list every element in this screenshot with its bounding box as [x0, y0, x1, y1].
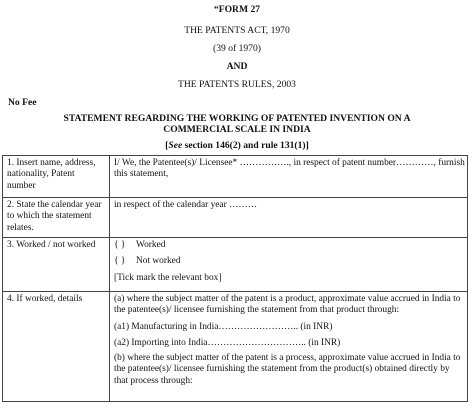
content-line: this statement,: [114, 169, 169, 180]
table-row: [3, 198, 468, 238]
label-line: to which the statement: [7, 211, 92, 222]
section-reference: [0, 140, 474, 152]
fee-note: No Fee: [8, 97, 37, 108]
label-line: number: [7, 180, 36, 191]
row-content: [110, 156, 468, 198]
checkbox-worked[interactable]: { }: [114, 240, 126, 250]
label-line: 4. If worked, details: [7, 294, 83, 304]
content-line: in respect of the calendar year ………: [114, 200, 258, 210]
label-line: nationality, Patent: [7, 169, 75, 180]
label-line: 3. Worked / not worked: [7, 240, 96, 250]
table-row: [3, 238, 468, 292]
row-content: [110, 198, 468, 238]
section-ref-see: See: [168, 140, 183, 151]
para-b: (b) where the subject matter of the patent is a process, approximate value accrued in India to the patentee(s)/ licensee furnishing the statement from the product(s) obtained directly by that process through:: [114, 352, 461, 386]
rules-title: THE PATENTS RULES, 2003: [178, 79, 296, 90]
statement-title-line1: STATEMENT REGARDING THE WORKING OF PATENTED INVENTION ON A: [63, 113, 411, 124]
label-line: 2. State the calendar year: [7, 200, 102, 210]
item-a1: (a1) Manufacturing in India…………………….. (in INR): [114, 321, 333, 332]
checkbox-not-worked[interactable]: { }: [114, 256, 126, 267]
form-table: [2, 155, 468, 402]
statement-title-line2: COMMERCIAL SCALE IN INDIA: [163, 124, 311, 135]
row-label: [3, 198, 110, 238]
option-worked[interactable]: [114, 240, 463, 251]
label-line: 1. Insert name, address,: [7, 158, 96, 168]
row-content: [110, 292, 468, 402]
section-ref-open: [: [165, 140, 169, 151]
and-connector: AND: [226, 61, 248, 72]
tick-instruction: [Tick mark the relevant box]: [114, 272, 222, 283]
table-row: [3, 292, 468, 402]
form-number: “FORM 27: [213, 4, 261, 15]
option-label: Not worked: [136, 256, 181, 267]
para-a: (a) where the subject matter of the patent is a product, approximate value accrued in India to the patentee(s)/ licensee furnishing the statement from that product through:: [114, 294, 461, 316]
row-label: [3, 238, 110, 292]
row-label: [3, 156, 110, 198]
act-title: THE PATENTS ACT, 1970: [184, 25, 290, 36]
table-row: [3, 156, 468, 198]
act-number: (39 of 1970): [213, 43, 261, 54]
row-content: [110, 238, 468, 292]
content-line: I/ We, the Patentee(s)/ Licensee* ……………., in respect of patent number…………, furnish: [114, 158, 465, 168]
option-not-worked[interactable]: [114, 256, 463, 267]
label-line: relates.: [7, 222, 34, 233]
row-label: [3, 292, 110, 402]
option-label: Worked: [136, 240, 166, 250]
section-ref-rest: section 146(2) and rule 131(1)]: [182, 140, 309, 151]
item-a2: (a2) Importing into India………………………….. (in INR): [114, 338, 341, 349]
